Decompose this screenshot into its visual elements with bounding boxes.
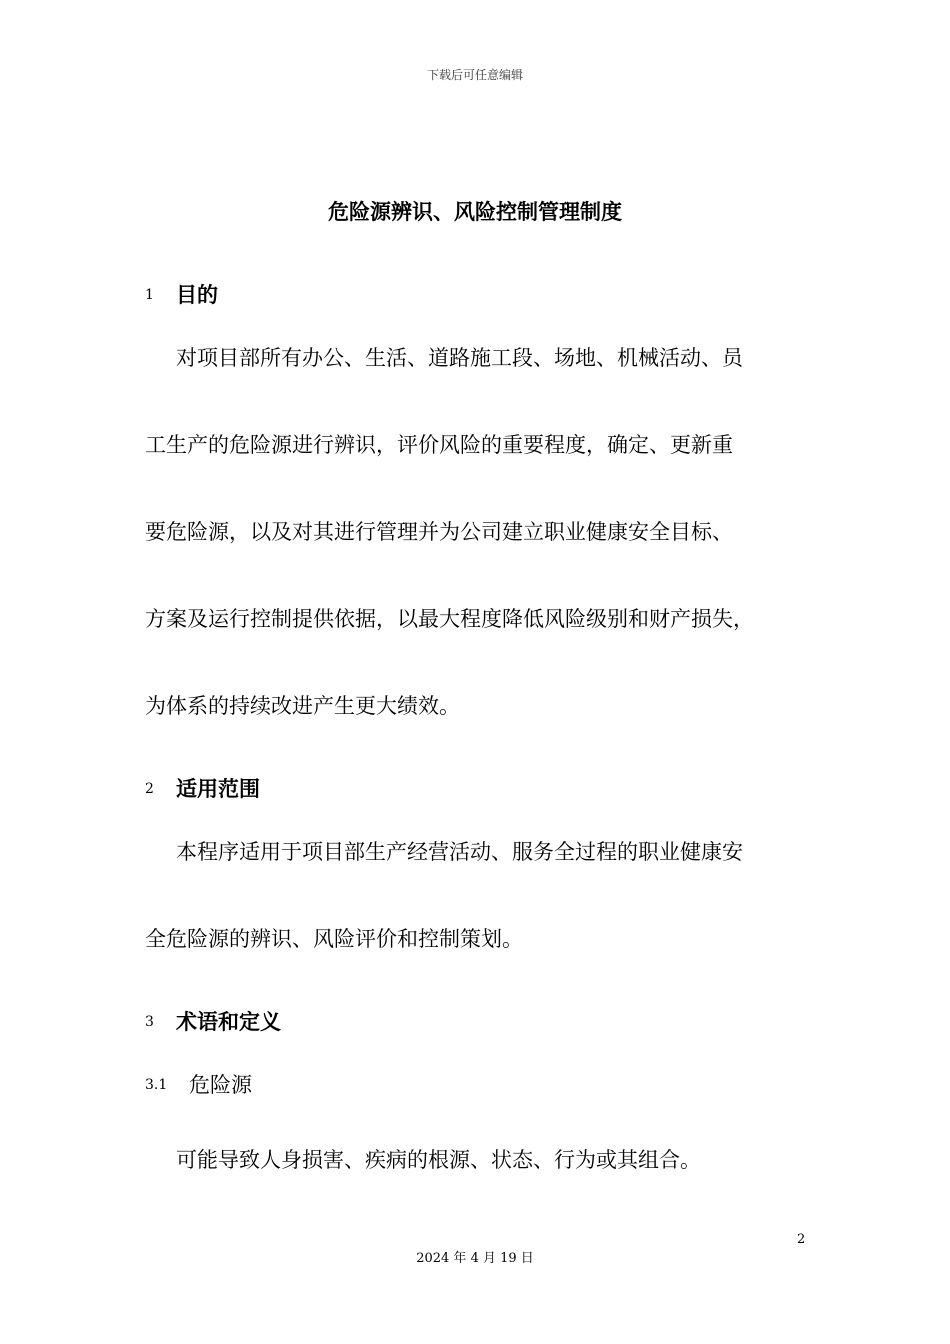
section-3-number: 3 [145,1014,154,1030]
subsection-3-1-line-1: 可能导致人身损害、疾病的根源、状态、行为或其组合。 [176,1148,701,1172]
section-1-line-3: 要危险源，以及对其进行管理并为公司建立职业健康安全目标、 [145,520,733,544]
section-1-line-5: 为体系的持续改进产生更大绩效。 [145,694,460,718]
section-2-title: 适用范围 [176,777,260,801]
section-1-title: 目的 [176,283,218,307]
section-2-line-1: 本程序适用于项目部生产经营活动、服务全过程的职业健康安 [176,840,743,864]
footer-date: 2024 年 4 月 19 日 [416,1251,534,1266]
section-2-number: 2 [145,781,154,797]
header-note: 下载后可任意编辑 [426,68,523,82]
section-3-title: 术语和定义 [176,1010,281,1034]
subsection-3-1-title: 危险源 [189,1073,252,1097]
section-2-line-2: 全危险源的辨识、风险评价和控制策划。 [145,927,523,951]
section-1-line-2: 工生产的危险源进行辨识，评价风险的重要程度，确定、更新重 [145,433,733,457]
section-1-line-1: 对项目部所有办公、生活、道路施工段、场地、机械活动、员 [176,346,743,370]
page-number: 2 [797,1232,806,1247]
section-1-line-4: 方案及运行控制提供依据，以最大程度降低风险级别和财产损失， [145,607,754,631]
section-1-number: 1 [145,287,154,303]
document-title: 危险源辨识、风险控制管理制度 [328,200,622,224]
subsection-3-1-number: 3.1 [145,1077,168,1093]
